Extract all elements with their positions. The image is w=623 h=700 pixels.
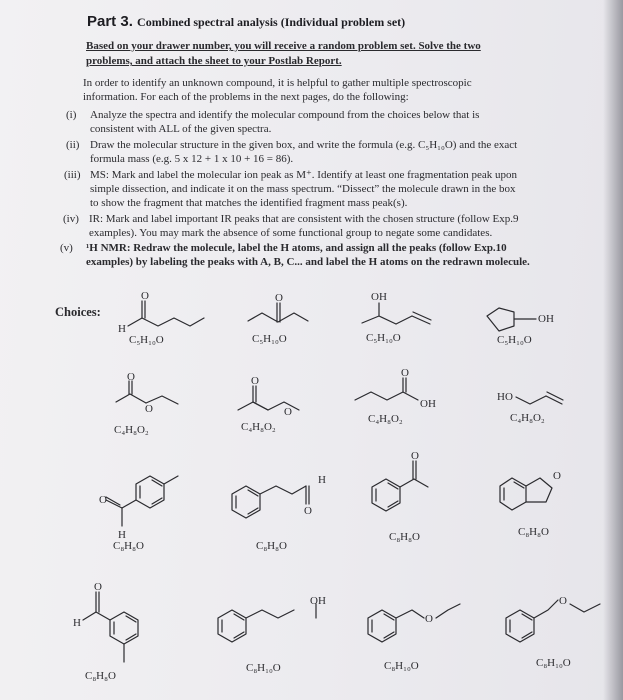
structure-tolualdehyde (106, 476, 178, 526)
atom-label-hydrogen: H (318, 474, 326, 486)
structure-methyl-propanoate (116, 381, 178, 404)
atom-label-oxygen: O (553, 470, 561, 482)
formula-label: C₈H₈O (113, 540, 144, 552)
atom-label-oxygen: O (559, 595, 567, 607)
formula-label: C₈H₁₀O (536, 657, 571, 669)
atom-label-hydroxyl: OH (420, 398, 436, 410)
structure-pentan-3-one (248, 303, 308, 322)
step-number: (iii) (64, 169, 81, 181)
instructions-line-1: Based on your drawer number, you will receive a random problem set. Solve the two (86, 40, 481, 52)
atom-label-oxygen: O (401, 367, 409, 379)
formula-label: C₄H₈O₂ (368, 413, 403, 425)
formula-label: C₅H₁₀O (252, 333, 287, 345)
step-number: (v) (60, 242, 73, 254)
formula-label: C₈H₁₀O (246, 662, 281, 674)
structure-pentenol (362, 303, 431, 324)
step-text: ¹H NMR: Redraw the molecule, label the H atoms, and assign all the peaks (follow Exp.10 examples) by labeling the peaks with A, B, C... and label the H atoms on the redrawn molecule. (86, 242, 530, 268)
atom-label-oxygen: O (141, 290, 149, 302)
formula-label: C₅H₁₀O (366, 332, 401, 344)
formula-label: C₄H₈O₂ (510, 412, 545, 424)
atom-label-oxygen: O (411, 450, 419, 462)
atom-label-hydroxyl: OH (371, 291, 387, 303)
atom-label-oxygen: O (145, 403, 153, 415)
atom-label-hydrogen: H (118, 529, 126, 541)
atom-label-oxygen: O (275, 292, 283, 304)
step-number: (i) (66, 109, 77, 121)
formula-label: C₈H₈O (518, 526, 549, 538)
step-text: MS: Mark and label the molecular ion peak as M⁺. Identify at least one fragmentation peak upon simple dissection, and indicate it on the mass spectrum. “Dissect” the molecule drawn in the box to show the fragment that matches the identified fragment mass peak(s). (90, 169, 518, 209)
atom-label-hydroxyl: HO (497, 391, 513, 403)
step-number: (ii) (66, 139, 80, 151)
structure-phenylacetaldehyde (232, 486, 309, 518)
atom-label-oxygen: O (99, 494, 107, 506)
structure-phenylethanol (218, 604, 316, 642)
atom-label-oxygen: O (127, 371, 135, 383)
structure-chromanone (500, 478, 552, 510)
atom-label-hydrogen: H (118, 323, 126, 335)
structure-cyclopentanol (487, 308, 536, 331)
structure-benzaldehyde-methyl (83, 592, 138, 662)
formula-label: C₅H₁₀O (497, 334, 532, 346)
atom-label-oxygen: O (94, 581, 102, 593)
part-subtitle: Combined spectral analysis (Individual problem set) (137, 15, 406, 29)
step-number: (iv) (63, 213, 79, 225)
formula-label: C₅H₁₀O (129, 334, 164, 346)
step-text: IR: Mark and label important IR peaks that are consistent with the chosen structure (follow Exp.9 examples). You may mark the absence of some functional group to negate some candidates. (89, 213, 519, 239)
atom-label-oxygen: O (251, 375, 259, 387)
formula-label: C₈H₈O (256, 540, 287, 552)
atom-label-oxygen: O (284, 406, 292, 418)
formula-label: C₈H₈O (389, 531, 420, 543)
structure-butanoic-acid (355, 378, 418, 400)
part-number: Part 3. (87, 13, 133, 30)
atom-label-oxygen: O (304, 505, 312, 517)
step-text: Draw the molecular structure in the given box, and write the formula (e.g. C₅H₁₀O) and the exact formula mass (e.g. 5 x 12 + 1 x 10 + 16 = 86). (90, 139, 518, 165)
choices-label: Choices: (55, 305, 101, 319)
structure-pentanal (128, 301, 204, 326)
formula-label: C₈H₈O (85, 670, 116, 682)
formula-label: C₄H₈O₂ (241, 421, 276, 433)
instructions-line-2: problems, and attach the sheet to your Postlab Report. (86, 55, 342, 67)
formula-label: C₈H₁₀O (384, 660, 419, 672)
step-text: Analyze the spectra and identify the molecular compound from the choices below that is consistent with ALL of the given spectra. (90, 109, 480, 135)
structure-acetophenone (372, 461, 428, 511)
formula-label: C₄H₈O₂ (114, 424, 149, 436)
intro-paragraph: In order to identify an unknown compound, it is helpful to gather multiple spectroscopic information. For each of the problems in the next pages, do the following: (83, 77, 472, 103)
atom-label-hydroxyl: OH (310, 595, 326, 607)
structure-phenylpropanal (506, 600, 600, 642)
atom-label-oxygen: O (425, 613, 433, 625)
structure-benzyl-ether (368, 604, 460, 642)
structure-hydroxy-butene (516, 392, 563, 404)
atom-label-hydrogen: H (73, 617, 81, 629)
atom-label-hydroxyl: OH (538, 313, 554, 325)
